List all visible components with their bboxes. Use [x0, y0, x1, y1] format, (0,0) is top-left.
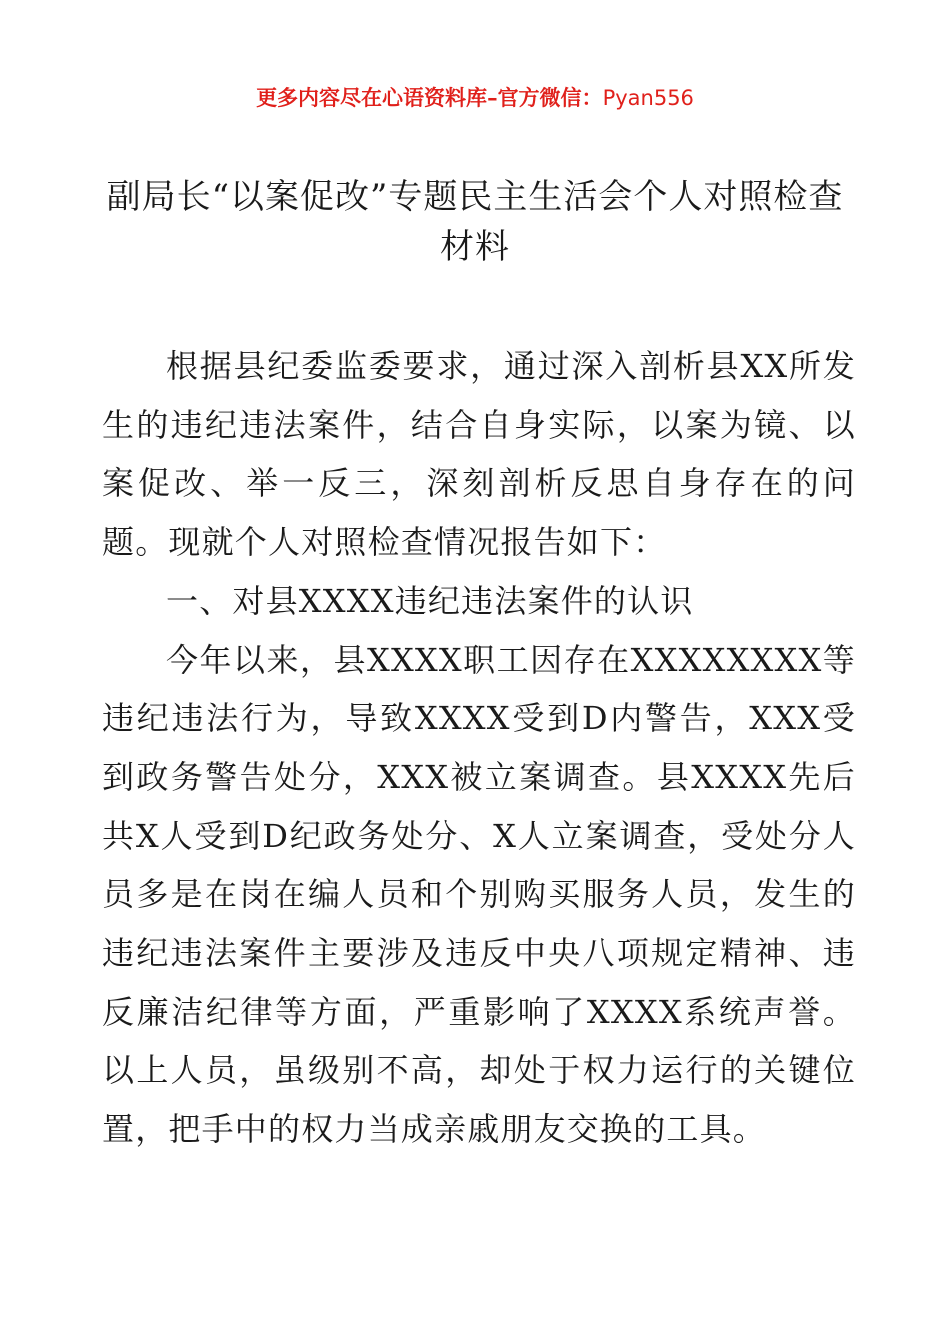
paragraph-intro: 根据县纪委监委要求，通过深入剖析县XX所发生的违纪违法案件，结合自身实际，以案为镜、以案促改、举一反三，深刻剖析反思自身存在的问题。现就个人对照检查情况报告如下： — [102, 347, 856, 562]
promo-text: 更多内容尽在心语资料库 — [256, 85, 488, 110]
promo-separator: – — [487, 85, 498, 110]
document-body — [102, 337, 856, 1159]
wechat-label: 官方微信： — [497, 85, 603, 110]
document-title: 副局长“以案促改”专题民主生活会个人对照检查材料 — [106, 177, 844, 267]
section-heading-1: 一、对县XXXX违纪违法案件的认识 — [166, 581, 694, 620]
wechat-id: Pyan556 — [602, 86, 694, 110]
promo-header — [0, 84, 950, 112]
paragraph-case-description: 今年以来，县XXXX职工因存在XXXXXXXX等违纪违法行为，导致XXXX受到D内警告，XXX受到政务警告处分，XXX被立案调查。县XXXX先后共X人受到D纪政务处分、X人立案调查，受处分人员多是在岗在编人员和个别购买服务人员，发生的违纪违法案件主要涉及违反中央八项规定精神、违反廉洁纪律等方面，严重影响了XXXX系统声誉。以上人员，虽级别不高，却处于权力运行的关键位置，把手中的权力当成亲戚朋友交换的工具。 — [102, 640, 856, 1149]
